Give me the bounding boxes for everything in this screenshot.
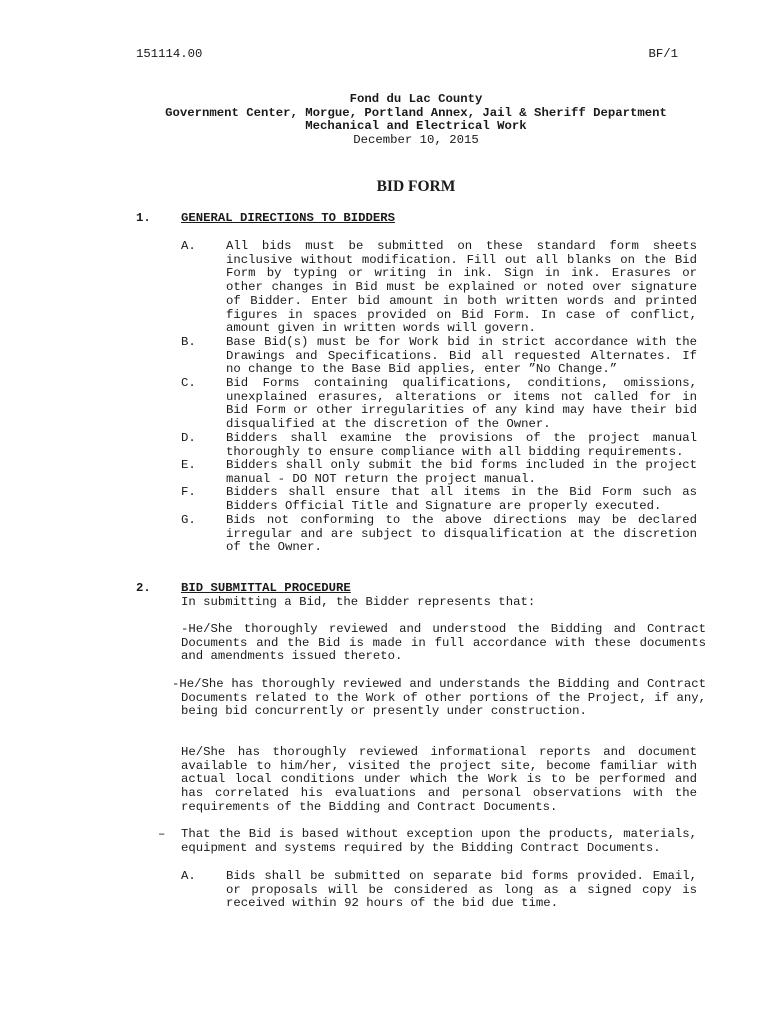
dash-bullet: – xyxy=(158,827,166,841)
item-label: G. xyxy=(181,513,196,527)
item-label: C. xyxy=(181,376,196,390)
representation-paragraph: He/She has thoroughly reviewed informational reports and document available to him/her, visited the project site, become familiar with actual local conditions under which the Work is to be performed and has correlated his evaluations and personal observations with the requirements of the Bidding and Contract Documents. xyxy=(181,745,697,814)
section1-number: 1. xyxy=(136,211,151,225)
item-label: A. xyxy=(181,869,196,883)
document-number: 151114.00 xyxy=(136,47,203,61)
representation-paragraph: -He/She has thoroughly reviewed and understands the Bidding and Contract Documents related to the Work of other portions of the Project, if any, being bid concurrently or presently under construction. xyxy=(172,677,706,719)
item-label: A. xyxy=(181,239,196,253)
item-text: Base Bid(s) must be for Work bid in strict accordance with the Drawings and Specifications. Bid all requested Alternates. If no change to the Base Bid applies, enter ”No Change.” xyxy=(226,335,697,377)
title-date: December 10, 2015 xyxy=(353,133,479,148)
item-text: Bids not conforming to the above directions may be declared irregular and are subject to disqualification at the discretion of the Owner. xyxy=(226,513,697,555)
representation-paragraph: That the Bid is based without exception upon the products, materials, equipment and systems required by the Bidding Contract Documents. xyxy=(181,827,697,855)
section1-heading: GENERAL DIRECTIONS TO BIDDERS xyxy=(181,211,396,225)
title-block xyxy=(0,93,770,148)
item-text: All bids must be submitted on these standard form sheets inclusive without modification. Fill out all blanks on the Bid Form by typing or writing in ink. Sign in ink. Erasures or other changes in Bid must be explained or noted over signature of Bidder. Enter bid amount in both written words and printed figures in spaces provided on Bid Form. In case of conflict, amount given in written words will govern. xyxy=(226,239,697,336)
item-text: Bid Forms containing qualifications, conditions, omissions, unexplained erasures, alterations or items not called for in Bid Form or other irregularities of any kind may have their bid disqualified at the discretion of the Owner. xyxy=(226,376,697,432)
representation-paragraph xyxy=(172,623,706,664)
item-text: Bids shall be submitted on separate bid forms provided. Email, or proposals will be considered as long as a signed copy is received within 92 hours of the bid due time. xyxy=(226,869,697,911)
section2-number: 2. xyxy=(136,581,151,595)
item-label: B. xyxy=(181,335,196,349)
title-county: Fond du Lac County xyxy=(349,92,483,106)
item-text: Bidders shall examine the provisions of the project manual thoroughly to ensure compliance with all bidding requirements. xyxy=(226,431,697,459)
item-label: F. xyxy=(181,485,196,499)
section2-heading: BID SUBMITTAL PROCEDURE xyxy=(181,581,351,595)
form-title: BID FORM xyxy=(376,178,456,195)
item-text: Bidders shall only submit the bid forms included in the project manual - DO NOT return the project manual. xyxy=(226,458,697,486)
title-work: Mechanical and Electrical Work xyxy=(305,119,527,134)
item-label: E. xyxy=(181,458,196,472)
page-code: BF/1 xyxy=(648,47,678,61)
representation-text: -He/She thoroughly reviewed and understood the Bidding and Contract Documents and the Bid is made in full accordance with these documents and amendments issued thereto. xyxy=(181,622,706,664)
item-text: Bidders shall ensure that all items in the Bid Form such as Bidders Official Title and Signature are properly executed. xyxy=(226,485,697,513)
item-label: D. xyxy=(181,431,196,445)
section2-intro: In submitting a Bid, the Bidder represents that: xyxy=(181,595,536,609)
title-project: Government Center, Morgue, Portland Annex, Jail & Sheriff Department xyxy=(165,105,667,120)
